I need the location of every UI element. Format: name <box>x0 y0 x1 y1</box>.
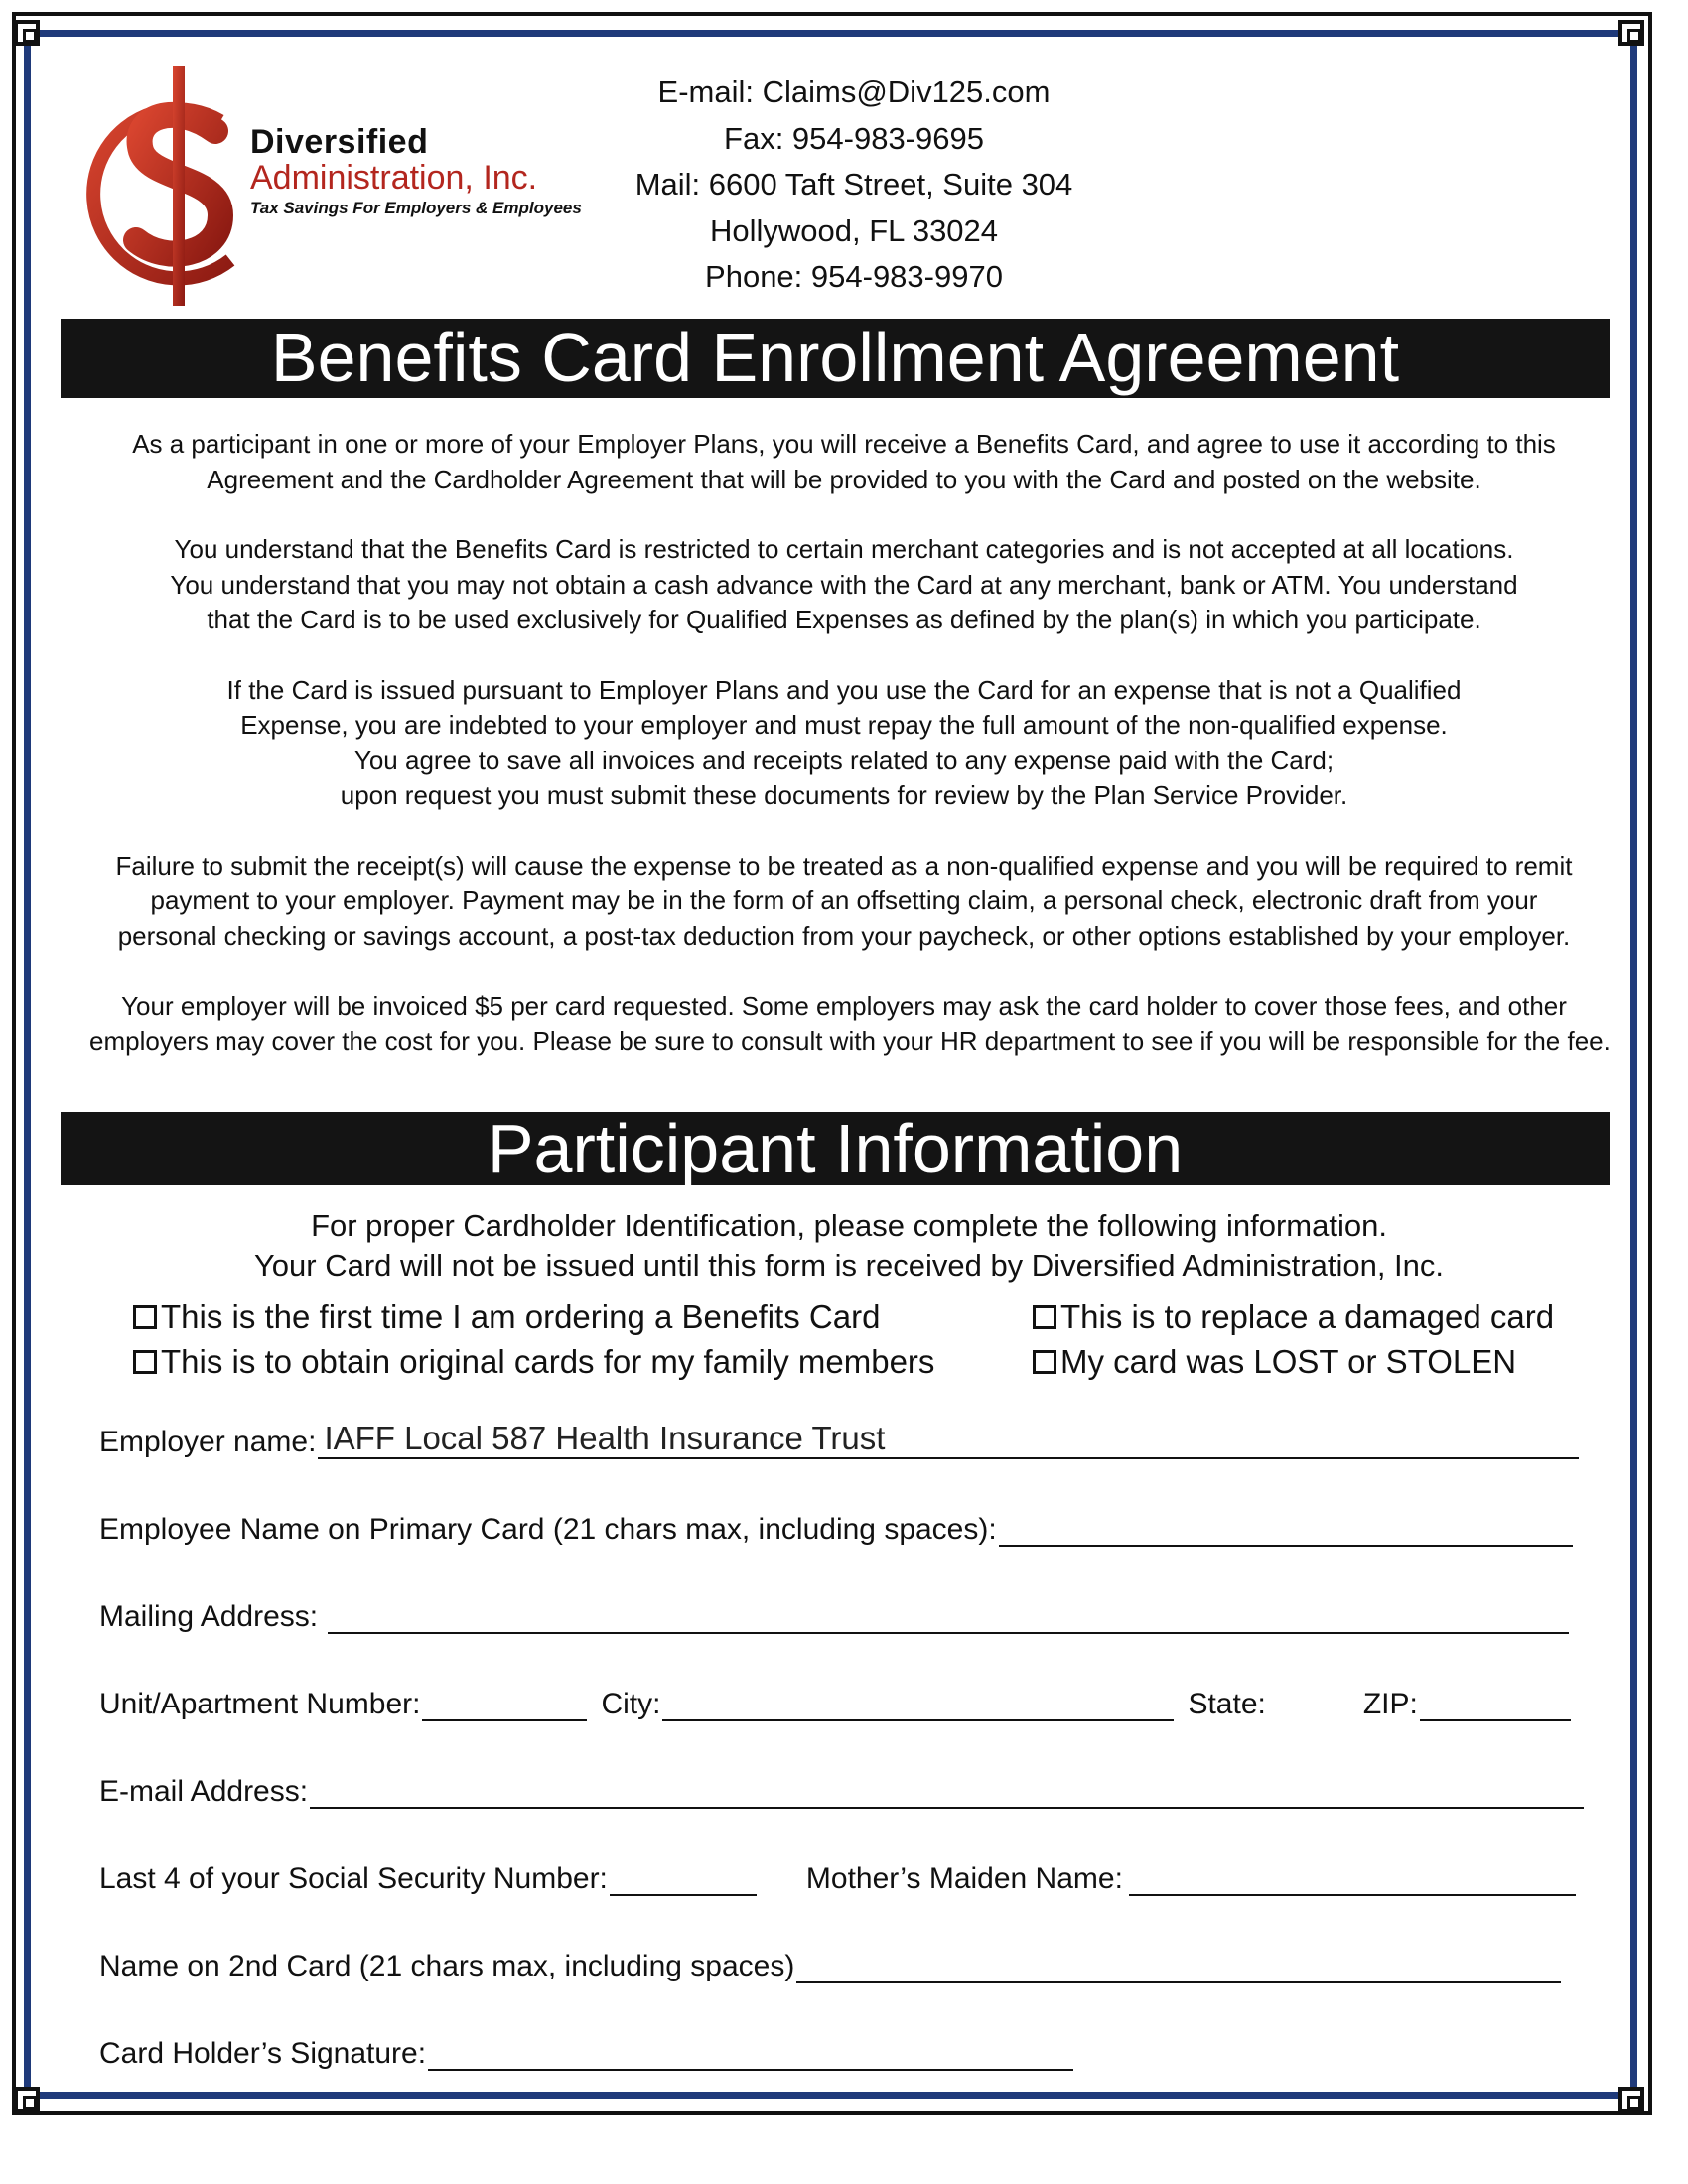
employer-name-value: IAFF Local 587 Health Insurance Trust <box>324 1420 886 1456</box>
logo-name-line2: Administration, Inc. <box>250 159 538 197</box>
contact-email[interactable]: E-mail: Claims@Div125.com <box>657 74 1051 109</box>
contact-fax: Fax: 954-983-9695 <box>724 120 984 156</box>
intro-line-2: Your Card will not be issued until this form is received by Diversified Administration, Inc. <box>253 1248 1445 1283</box>
frame-corner-ornament <box>14 20 40 46</box>
dollar-sign-logo-icon <box>81 62 250 310</box>
option-label: My card was LOST or STOLEN <box>1060 1343 1517 1380</box>
frame-corner-ornament <box>14 2087 40 2113</box>
agreement-paragraph <box>89 989 1611 1059</box>
ssn-field[interactable] <box>610 1858 757 1896</box>
contact-info <box>606 69 1102 301</box>
agreement-line: As a participant in one or more of your Employer Plans, you will receive a Benefits Card, and agree to use it according to this <box>132 429 1556 459</box>
email-row <box>99 1771 1584 1809</box>
agreement-line: upon request you must submit these documents for review by the Plan Service Provider. <box>340 780 1348 810</box>
ssn-label: Last 4 of your Social Security Number: <box>99 1862 608 1895</box>
frame-corner-ornament <box>1618 20 1644 46</box>
mailing-address-label: Mailing Address: <box>99 1600 319 1633</box>
second-card-row <box>99 1946 1561 1983</box>
maiden-name-label: Mother’s Maiden Name: <box>805 1862 1123 1895</box>
mailing-address-row <box>99 1596 1569 1634</box>
agreement-line: Your employer will be invoiced $5 per card requested. Some employers may ask the card holder to cover those fees, and other <box>121 991 1567 1021</box>
signature-label: Card Holder’s Signature: <box>99 2037 427 2070</box>
mailing-address-field[interactable] <box>328 1596 1569 1634</box>
option-replace-damaged[interactable] <box>1033 1298 1554 1336</box>
second-card-field[interactable] <box>796 1946 1561 1983</box>
agreement-line: personal checking or savings account, a post-tax deduction from your paycheck, or other options established by your employer. <box>117 920 1571 951</box>
ssn-row <box>99 1858 1576 1896</box>
agreement-paragraph <box>89 673 1599 814</box>
option-label: This is to obtain original cards for my family members <box>161 1343 935 1380</box>
employee-name-row <box>99 1509 1573 1547</box>
employer-name-label: Employer name: <box>99 1426 317 1458</box>
checkbox[interactable] <box>1033 1350 1056 1374</box>
contact-city: Hollywood, FL 33024 <box>709 212 999 248</box>
unit-field[interactable] <box>422 1684 587 1721</box>
checkbox[interactable] <box>133 1350 157 1374</box>
agreement-line: You understand that you may not obtain a cash advance with the Card at any merchant, bank or ATM. You understand <box>170 569 1518 600</box>
contact-mail: Mail: 6600 Taft Street, Suite 304 <box>634 167 1073 202</box>
checkbox[interactable] <box>1033 1305 1056 1329</box>
checkbox[interactable] <box>133 1305 157 1329</box>
agreement-paragraph <box>89 532 1599 638</box>
option-first-time[interactable] <box>133 1298 880 1336</box>
signature-field[interactable] <box>428 2033 1073 2071</box>
participant-intro <box>99 1206 1599 1286</box>
agreement-line: You agree to save all invoices and receipts related to any expense paid with the Card; <box>353 745 1335 775</box>
option-family-cards[interactable] <box>133 1343 934 1381</box>
unit-row <box>99 1684 1571 1721</box>
agreement-body <box>89 427 1611 1094</box>
employer-name-row <box>99 1422 1579 1459</box>
frame-corner-ornament <box>1618 2087 1644 2113</box>
signature-row <box>99 2033 1073 2071</box>
option-label: This is to replace a damaged card <box>1060 1298 1555 1335</box>
zip-field[interactable] <box>1420 1684 1571 1721</box>
contact-phone: Phone: 954-983-9970 <box>705 259 1003 294</box>
agreement-title: Benefits Card Enrollment Agreement <box>61 319 1610 398</box>
city-label: City: <box>601 1688 661 1720</box>
agreement-line: employers may cover the cost for you. Please be sure to consult with your HR department to see if you will be responsible for the fee. <box>89 1025 1611 1056</box>
intro-line-1: For proper Cardholder Identification, please complete the following information. <box>311 1208 1387 1243</box>
email-label: E-mail Address: <box>99 1775 309 1808</box>
state-label: State: <box>1188 1688 1266 1720</box>
employee-name-label: Employee Name on Primary Card (21 chars max, including spaces): <box>99 1513 997 1546</box>
option-label: This is the first time I am ordering a Benefits Card <box>161 1298 881 1335</box>
company-logo <box>81 62 618 310</box>
zip-label: ZIP: <box>1362 1688 1418 1720</box>
agreement-paragraph <box>89 849 1599 955</box>
email-field[interactable] <box>310 1771 1584 1809</box>
participant-title: Participant Information <box>61 1112 1610 1185</box>
agreement-line: payment to your employer. Payment may be in the form of an offsetting claim, a personal check, electronic draft from your <box>150 886 1538 915</box>
agreement-line: You understand that the Benefits Card is restricted to certain merchant categories and is not accepted at all locations. <box>174 534 1514 564</box>
agreement-line: Expense, you are indebted to your employer and must repay the full amount of the non-qualified expense. <box>240 710 1448 740</box>
logo-tagline: Tax Savings For Employers & Employees <box>250 199 582 217</box>
city-field[interactable] <box>662 1684 1174 1721</box>
agreement-line: that the Card is to be used exclusively for Qualified Expenses as defined by the plan(s) in which you participate. <box>207 605 1481 634</box>
agreement-line: Failure to submit the receipt(s) will cause the expense to be treated as a non-qualified expense and you will be required to remit <box>115 850 1573 881</box>
option-lost-stolen[interactable] <box>1033 1343 1516 1381</box>
maiden-name-field[interactable] <box>1129 1858 1576 1896</box>
agreement-line: If the Card is issued pursuant to Employer Plans and you use the Card for an expense that is not a Qualified <box>226 674 1462 705</box>
employer-name-field[interactable] <box>318 1422 1579 1459</box>
agreement-line: Agreement and the Cardholder Agreement that will be provided to you with the Card and posted on the website. <box>207 464 1481 494</box>
employee-name-field[interactable] <box>999 1509 1573 1547</box>
second-card-label: Name on 2nd Card (21 chars max, including spaces) <box>99 1950 795 1982</box>
agreement-paragraph <box>89 427 1599 497</box>
unit-label: Unit/Apartment Number: <box>99 1688 421 1720</box>
logo-name-line1: Diversified <box>250 123 429 161</box>
